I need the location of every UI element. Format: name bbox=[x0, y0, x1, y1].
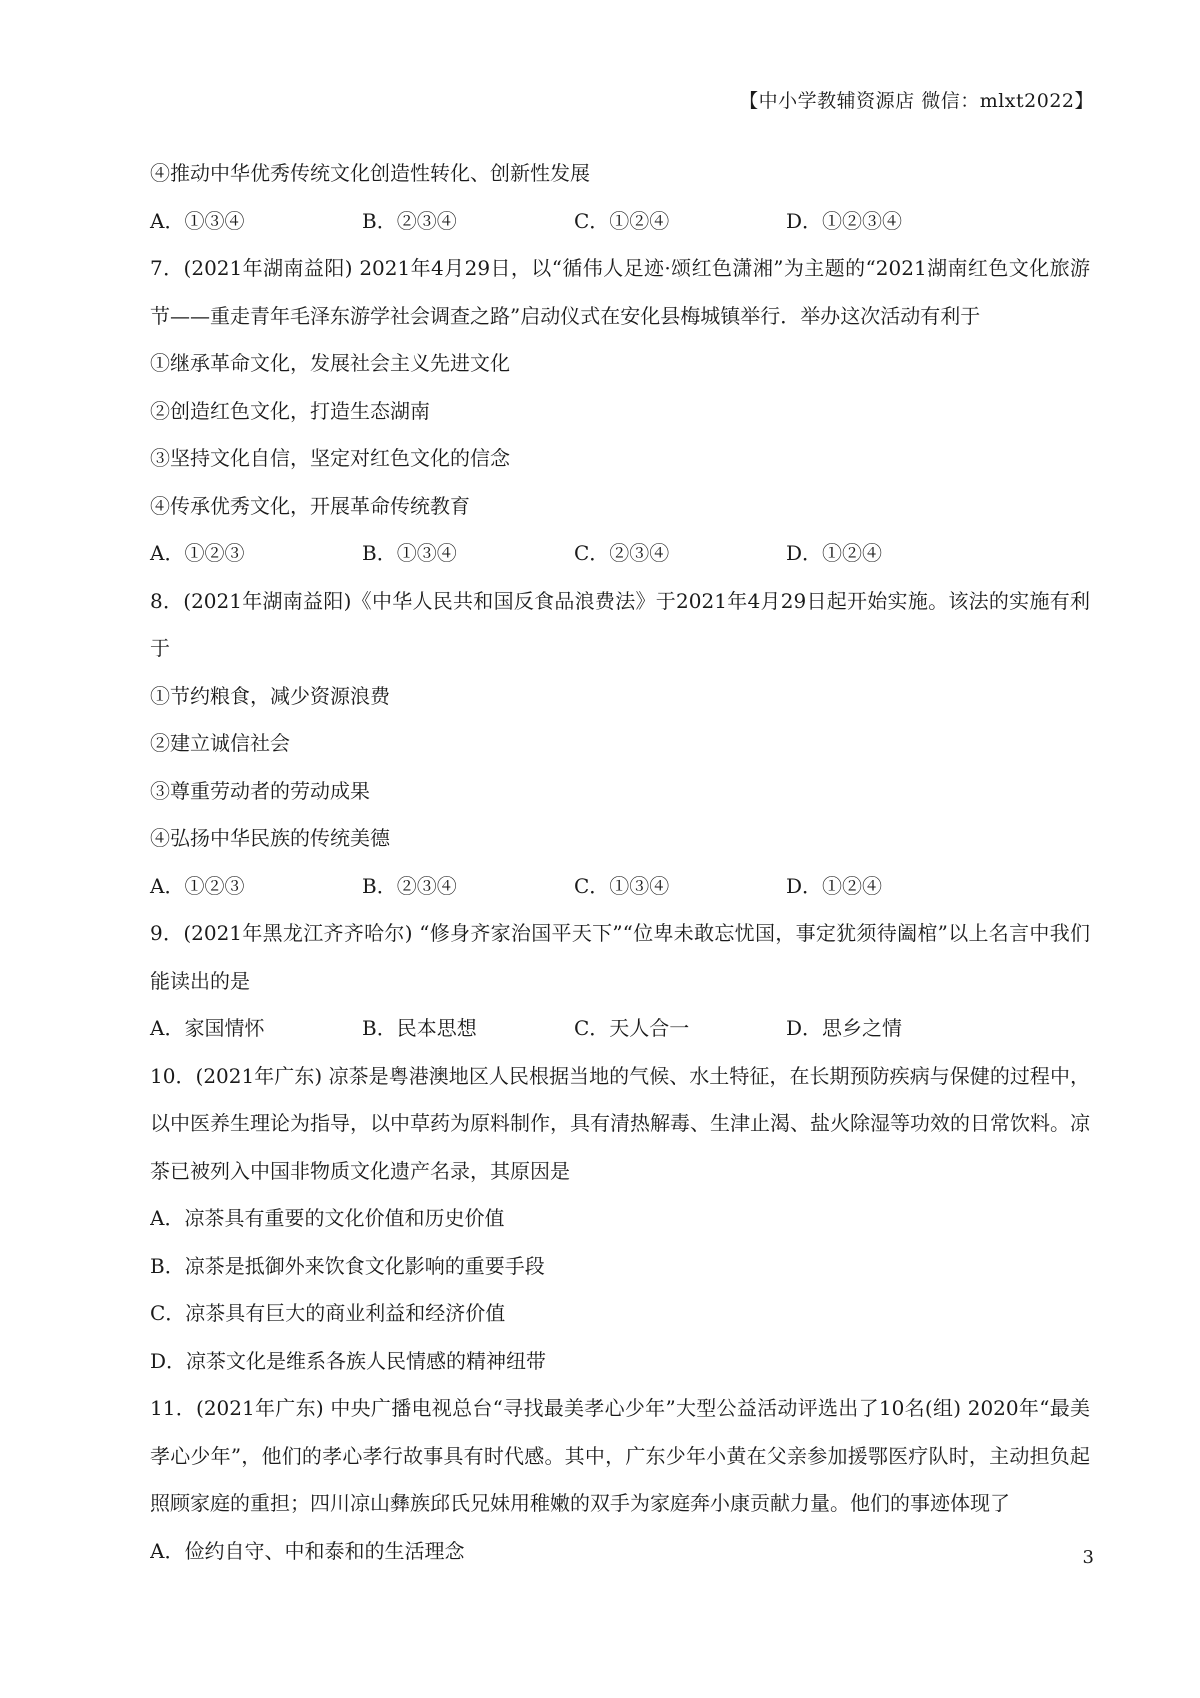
text-line: B．凉茶是抵御外来饮食文化影响的重要手段 bbox=[150, 1253, 545, 1278]
text-line: A．俭约自守、中和泰和的生活理念 bbox=[150, 1538, 465, 1563]
answer-choice: A．家国情怀 bbox=[150, 1016, 265, 1040]
answer-choice: C．①③④ bbox=[574, 873, 670, 898]
answer-choice: B．民本思想 bbox=[362, 1016, 477, 1040]
text-line: ②创造红色文化，打造生态湖南 bbox=[150, 398, 430, 423]
answer-choice: D．①②④ bbox=[786, 873, 883, 898]
text-line: ③坚持文化自信，坚定对红色文化的信念 bbox=[150, 446, 510, 470]
question-stem: 10．(2021年广东) 凉茶是粤港澳地区人民根据当地的气候、水土特征，在长期预防疾病与保健的过程中，以中医养生理论为指导，以中草药为原料制作，具有清热解毒、生津止渴、盐火除湿等功效的日常饮料。凉茶已被列入中国非物质文化遗产名录，其原因是 bbox=[150, 1063, 1090, 1183]
answer-choices-row bbox=[150, 198, 1090, 246]
text-line: ④传承优秀文化，开展革命传统教育 bbox=[150, 493, 470, 518]
answer-choice: C．①②④ bbox=[574, 208, 670, 233]
page-header: 【中小学教辅资源店 微信：mlxt2022】 bbox=[739, 90, 1094, 112]
question-stem: 9．(2021年黑龙江齐齐哈尔) “修身齐家治国平天下”“位卑未敢忘忧国，事定犹须待阖棺”以上名言中我们能读出的是 bbox=[150, 921, 1090, 993]
answer-choices-row bbox=[150, 530, 1090, 578]
text-line: ①继承革命文化，发展社会主义先进文化 bbox=[150, 351, 510, 375]
page-number: 3 bbox=[1082, 1547, 1094, 1568]
text-line: ④推动中华优秀传统文化创造性转化、创新性发展 bbox=[150, 161, 590, 185]
text-line: ③尊重劳动者的劳动成果 bbox=[150, 778, 370, 803]
answer-choice: D．①②③④ bbox=[786, 208, 903, 233]
text-line: C．凉茶具有巨大的商业利益和经济价值 bbox=[150, 1301, 506, 1325]
text-line: ①节约粮食，减少资源浪费 bbox=[150, 683, 390, 708]
answer-choice: A．①②③ bbox=[150, 541, 245, 565]
question-stem: 7．(2021年湖南益阳) 2021年4月29日，以“循伟人足迹·颂红色潇湘”为主题的“2021湖南红色文化旅游节——重走青年毛泽东游学社会调查之路”启动仪式在安化县梅城镇举行．举办这次活动有利于 bbox=[150, 256, 1090, 328]
page-content bbox=[150, 150, 1090, 1575]
answer-choice: A．①③④ bbox=[150, 208, 245, 233]
answer-choice: C．天人合一 bbox=[574, 1016, 690, 1040]
answer-choice: D．思乡之情 bbox=[786, 1016, 903, 1040]
text-line: ④弘扬中华民族的传统美德 bbox=[150, 826, 390, 850]
answer-choice: B．②③④ bbox=[362, 208, 457, 233]
question-stem: 11．(2021年广东) 中央广播电视总台“寻找最美孝心少年”大型公益活动评选出了10名(组) 2020年“最美孝心少年”，他们的孝心孝行故事具有时代感。其中，广东少年小黄在父亲参加援鄂医疗队时，主动担负起照顾家庭的重担；四川凉山彝族邱氏兄妹用稚嫩的双手为家庭奔小康贡献力量。他们的事迹体现了 bbox=[150, 1396, 1090, 1515]
question-stem: 8．(2021年湖南益阳)《中华人民共和国反食品浪费法》于2021年4月29日起开始实施。该法的实施有利于 bbox=[150, 588, 1090, 660]
answer-choices-row bbox=[150, 1005, 1090, 1053]
text-line: A．凉茶具有重要的文化价值和历史价值 bbox=[150, 1206, 505, 1230]
answer-choice: C．②③④ bbox=[574, 541, 670, 565]
answer-choice: D．①②④ bbox=[786, 541, 883, 565]
answer-choice: A．①②③ bbox=[150, 873, 245, 898]
answer-choices-row bbox=[150, 863, 1090, 911]
answer-choice: B．②③④ bbox=[362, 873, 457, 898]
answer-choice: B．①③④ bbox=[362, 541, 457, 565]
text-line: ②建立诚信社会 bbox=[150, 731, 290, 755]
text-line: D．凉茶文化是维系各族人民情感的精神纽带 bbox=[150, 1348, 547, 1373]
